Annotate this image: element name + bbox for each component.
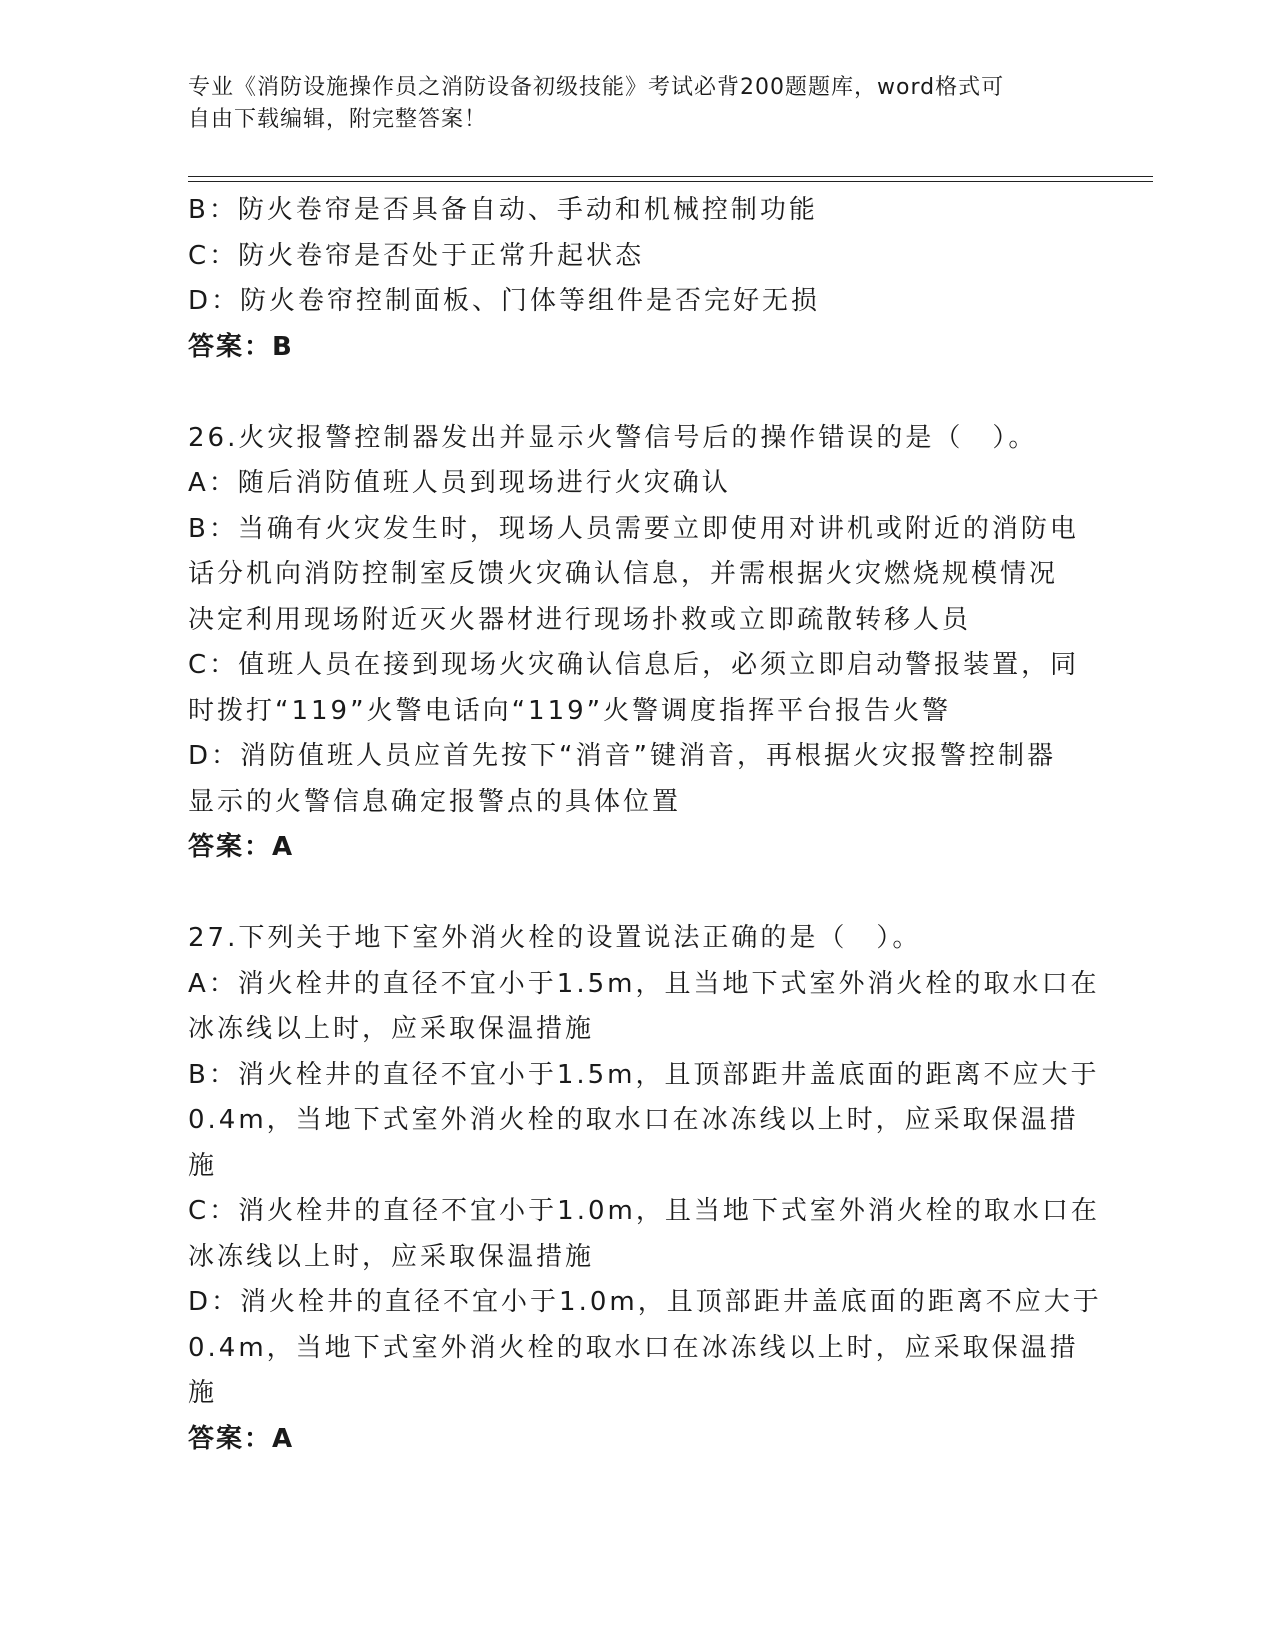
question-27-option-b-cont: 施: [188, 1150, 218, 1181]
question-27-option-c-cont: 冰冻线以上时，应采取保温措施: [188, 1241, 595, 1272]
question-27-option-d-cont: 施: [188, 1378, 218, 1408]
question-27-option-b: B：消火栓井的直径不宜小于1.5m，且顶部距井盖底面的距离不应大于: [188, 1059, 1100, 1090]
question-26-option-d: D：消防值班人员应首先按下“消音”键消音，再根据火灾报警控制器: [188, 741, 1056, 771]
answer-line: 答案：B: [188, 331, 294, 362]
question-27-option-d: D：消火栓井的直径不宜小于1.0m，且顶部距井盖底面的距离不应大于: [188, 1287, 1102, 1317]
header-line-2: 自由下载编辑，附完整答案！: [188, 107, 488, 132]
option-c-line: C：防火卷帘是否处于正常升起状态: [188, 240, 645, 271]
question-26-answer: 答案：A: [188, 832, 295, 862]
question-27-option-b-cont: 0.4m，当地下式室外消火栓的取水口在冰冻线以上时，应采取保温措: [188, 1105, 1079, 1135]
question-26-option-b-cont: 决定利用现场附近灭火器材进行现场扑救或立即疏散转移人员: [188, 604, 972, 635]
question-26-stem: 26.火灾报警控制器发出并显示火警信号后的操作错误的是（ ）。: [188, 422, 1038, 453]
question-27-answer: 答案：A: [188, 1423, 295, 1454]
question-27-option-a-cont: 冰冻线以上时，应采取保温措施: [188, 1014, 595, 1044]
question-27-option-c: C：消火栓井的直径不宜小于1.0m，且当地下式室外消火栓的取水口在: [188, 1196, 1100, 1226]
question-27-stem: 27.下列关于地下室外消火栓的设置说法正确的是（ ）。: [188, 923, 922, 953]
question-26-option-b: B：当确有火灾发生时，现场人员需要立即使用对讲机或附近的消防电: [188, 513, 1079, 544]
spacer: [188, 871, 1088, 917]
document-header: [188, 72, 1068, 136]
question-26-option-c: C：值班人员在接到现场火灾确认信息后，必须立即启动警报装置，同: [188, 650, 1080, 680]
header-divider-top: [188, 176, 1153, 177]
question-content: [188, 188, 1102, 1462]
header-line-1: 专业《消防设施操作员之消防设备初级技能》考试必背200题题库，word格式可: [188, 75, 1005, 100]
question-26-option-c-cont: 时拨打“119”火警电话向“119”火警调度指挥平台报告火警: [188, 695, 952, 726]
header-divider-bottom: [188, 181, 1153, 182]
question-27-option-d-cont: 0.4m，当地下式室外消火栓的取水口在冰冻线以上时，应采取保温措: [188, 1332, 1079, 1363]
option-d-line: D：防火卷帘控制面板、门体等组件是否完好无损: [188, 286, 821, 316]
question-27-option-a: A：消火栓井的直径不宜小于1.5m，且当地下式室外消火栓的取水口在: [188, 968, 1100, 999]
question-26-option-d-cont: 显示的火警信息确定报警点的具体位置: [188, 786, 682, 817]
question-26-option-b-cont: 话分机向消防控制室反馈火灾确认信息，并需根据火灾燃烧规模情况: [188, 559, 1059, 589]
question-26-option-a: A：随后消防值班人员到现场进行火灾确认: [188, 468, 731, 498]
spacer: [188, 370, 1088, 416]
option-b-line: B：防火卷帘是否具备自动、手动和机械控制功能: [188, 195, 818, 225]
